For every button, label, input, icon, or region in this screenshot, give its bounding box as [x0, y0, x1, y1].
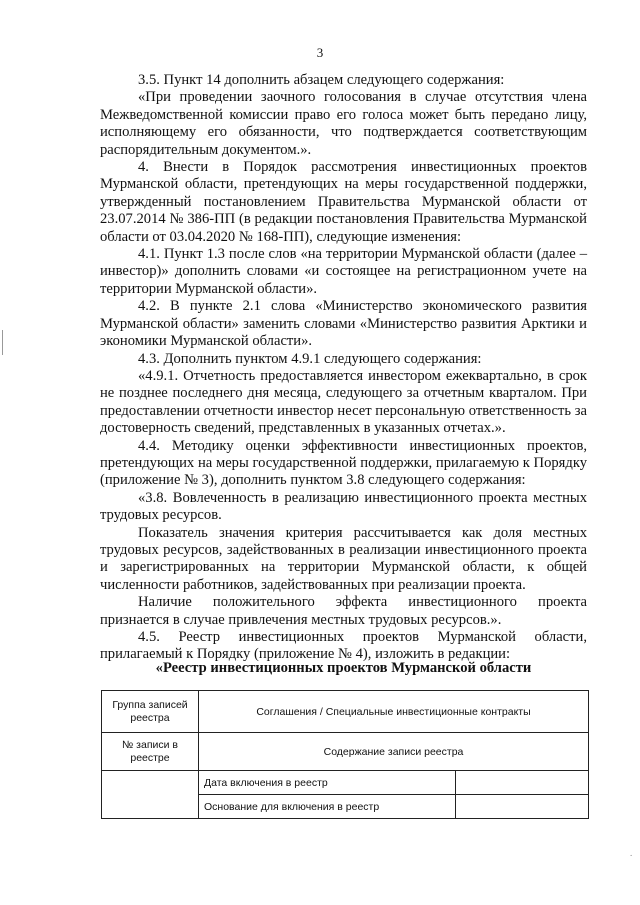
- registry-title: «Реестр инвестиционных проектов Мурманской области: [155, 660, 532, 676]
- paragraph-4-1: 4.1. Пункт 1.3 после слов «на территории Мурманской области (далее – инвестор)» дополнить словами «и состоящее на регистрационном учете на территории Мурманской области».: [100, 246, 587, 297]
- paragraph-4: 4. Внести в Порядок рассмотрения инвестиционных проектов Мурманской области, претендующих на меры государственной поддержки, утвержденный постановлением Правительства Мурманской области от 23.07.2014 № 386-ПП (в редакции постановления Правительства Мурманской области от 03.04.2020 № 168-ПП), следующие изменения:: [100, 159, 587, 245]
- table-cell-empty: [456, 771, 589, 795]
- table-cell-inclusion-date: Дата включения в реестр: [199, 771, 456, 795]
- table-cell-empty: [102, 771, 199, 819]
- table-cell-inclusion-basis: Основание для включения в реестр: [199, 795, 456, 819]
- table-row: [102, 771, 589, 795]
- table-cell-agreements: Соглашения / Специальные инвестиционные контракты: [199, 691, 589, 733]
- table-cell-group-label: Группа записей реестра: [102, 691, 199, 733]
- corner-mark: .: [630, 848, 633, 858]
- table-cell-record-number: № записи в реестре: [102, 733, 199, 771]
- table-row: [102, 691, 589, 733]
- page-number: 3: [316, 45, 324, 60]
- paragraph-4-9-1: «4.9.1. Отчетность предоставляется инвестором ежеквартально, в срок не позднее последнего дня месяца, следующего за отчетным кварталом. При предоставлении отчетности инвестор несет персональную ответственность за достоверность сведений, представленных в указанных отчетах.».: [100, 367, 587, 437]
- paragraph-4-2: 4.2. В пункте 2.1 слова «Министерство экономического развития Мурманской области» заменить словами «Министерство развития Арктики и экономики Мурманской области».: [100, 298, 587, 350]
- paragraph-positive-effect: Наличие положительного эффекта инвестиционного проекта признается в случае привлечения местных трудовых ресурсов.».: [100, 594, 587, 628]
- document-body: [100, 72, 587, 664]
- paragraph-4-5: 4.5. Реестр инвестиционных проектов Мурманской области, прилагаемый к Порядку (приложение № 4), изложить в редакции:: [100, 629, 587, 663]
- table-cell-record-content: Содержание записи реестра: [199, 733, 589, 771]
- left-margin-mark: [2, 330, 3, 355]
- table-row: [102, 733, 589, 771]
- paragraph-4-4: 4.4. Методику оценки эффективности инвестиционных проектов, претендующих на меры государственной поддержки, прилагаемую к Порядку (приложение № 3), дополнить пунктом 3.8 следующего содержания:: [100, 437, 587, 489]
- paragraph-4-3: 4.3. Дополнить пунктом 4.9.1 следующего содержания:: [138, 350, 482, 367]
- paragraph-indicator: Показатель значения критерия рассчитывается как доля местных трудовых ресурсов, задействованных в реализации инвестиционного проекта и зарегистрированных на территории Мурманской области, к общей численности работников, задействованных при реализации проекта.: [100, 524, 587, 593]
- paragraph-quote-voting: «При проведении заочного голосования в случае отсутствия члена Межведомственной комиссии право его голоса может быть передано лицу, исполняющему его обязанности, что подтверждается соответствующим распорядительным документом.».: [100, 89, 587, 158]
- paragraph-3-5: 3.5. Пункт 14 дополнить абзацем следующего содержания:: [138, 72, 505, 88]
- table-cell-empty: [456, 795, 589, 819]
- paragraph-3-8: «3.8. Вовлеченность в реализацию инвестиционного проекта местных трудовых ресурсов.: [100, 489, 587, 524]
- registry-table: [101, 690, 589, 819]
